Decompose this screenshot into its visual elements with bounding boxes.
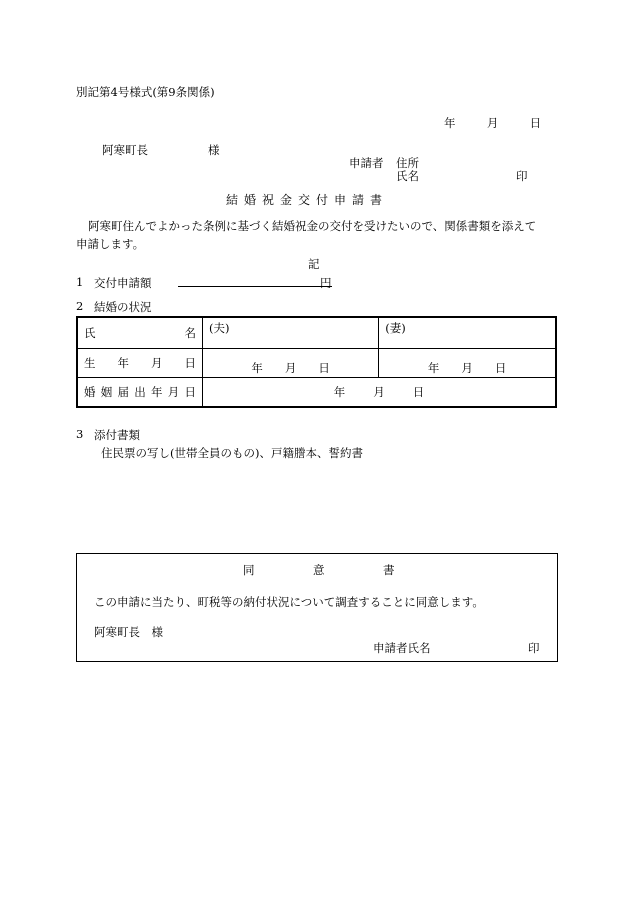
attachments-content: 住民票の写し(世帯全員のもの)、戸籍謄本、誓約書 bbox=[101, 446, 363, 460]
ki-mark: 記 bbox=[308, 257, 320, 271]
label-char: 生 bbox=[84, 356, 96, 370]
month-label: 月 bbox=[373, 385, 385, 399]
document-title: 結婚祝金交付申請書 bbox=[226, 193, 389, 207]
month-label: 月 bbox=[461, 361, 473, 375]
form-number: 別記第4号様式(第9条関係) bbox=[76, 85, 215, 99]
addressee-name: 阿寒町長 bbox=[102, 143, 148, 157]
section1-unit: 円 bbox=[320, 276, 332, 290]
applicant-name-label: 氏名 bbox=[396, 169, 419, 183]
section1-number: 1 bbox=[76, 275, 84, 289]
year-label: 年 bbox=[427, 361, 440, 375]
day-label: 日 bbox=[412, 385, 425, 399]
wife-cell bbox=[379, 317, 556, 349]
year-label: 年 bbox=[251, 361, 263, 375]
label-char: 年 bbox=[151, 385, 163, 399]
wife-birthdate-cell bbox=[379, 349, 556, 378]
consent-title-2: 意 bbox=[313, 563, 325, 577]
label-char: 姻 bbox=[100, 385, 113, 399]
table-row bbox=[77, 317, 556, 349]
consent-seal: 印 bbox=[528, 641, 540, 655]
applicant-address-label: 住所 bbox=[396, 156, 419, 170]
section2-label: 結婚の状況 bbox=[94, 300, 152, 314]
wife-label: (妻) bbox=[385, 321, 406, 335]
label-char: 届 bbox=[117, 385, 129, 399]
section3-label: 添付書類 bbox=[94, 428, 140, 442]
month-label: 月 bbox=[284, 361, 297, 375]
consent-applicant-label: 申請者氏名 bbox=[373, 641, 431, 655]
husband-birthdate-cell bbox=[203, 349, 379, 378]
table-row bbox=[77, 349, 556, 378]
husband-cell bbox=[203, 317, 379, 349]
name-row-label bbox=[77, 317, 203, 349]
day-label: 日 bbox=[318, 361, 330, 375]
section3-number: 3 bbox=[76, 427, 84, 441]
intro-line-2: 申請します。 bbox=[76, 237, 145, 251]
label-char: 月 bbox=[151, 356, 163, 370]
label-char: 月 bbox=[167, 385, 180, 399]
day-label: 日 bbox=[494, 361, 507, 375]
label-char: 婚 bbox=[84, 385, 96, 399]
date-day: 日 bbox=[529, 116, 542, 130]
consent-box bbox=[76, 553, 558, 662]
section1-label: 交付申請額 bbox=[94, 276, 152, 290]
date-line bbox=[444, 115, 541, 131]
marriage-status-table bbox=[76, 316, 557, 408]
amount-field-line bbox=[178, 286, 332, 287]
label-char: 年 bbox=[117, 356, 129, 370]
label-char: 日 bbox=[184, 356, 196, 370]
applicant-label: 申請者 bbox=[349, 156, 384, 170]
marriage-date-row-label bbox=[77, 378, 203, 408]
label-char: 出 bbox=[134, 385, 146, 399]
birthdate-row-label bbox=[77, 349, 203, 378]
year-label: 年 bbox=[333, 385, 346, 399]
name-label-a: 氏 bbox=[84, 326, 96, 340]
intro-line-1: 阿寒町住んでよかった条例に基づく結婚祝金の交付を受けたいので、関係書類を添えて bbox=[88, 219, 537, 233]
label-char: 日 bbox=[184, 385, 196, 399]
addressee-honorific: 様 bbox=[208, 143, 220, 157]
name-label-b: 名 bbox=[184, 326, 196, 340]
consent-title-1: 同 bbox=[243, 563, 255, 577]
marriage-date-cell bbox=[203, 378, 557, 408]
consent-body: この申請に当たり、町税等の納付状況について調査することに同意します。 bbox=[94, 595, 484, 609]
applicant-seal: 印 bbox=[516, 169, 528, 183]
consent-title-3: 書 bbox=[383, 563, 395, 577]
section2-number: 2 bbox=[76, 299, 84, 313]
husband-label: (夫) bbox=[209, 321, 230, 335]
date-year: 年 bbox=[444, 116, 456, 130]
consent-addressee: 阿寒町長 様 bbox=[94, 625, 163, 639]
date-month: 月 bbox=[486, 116, 499, 130]
table-row bbox=[77, 378, 556, 408]
